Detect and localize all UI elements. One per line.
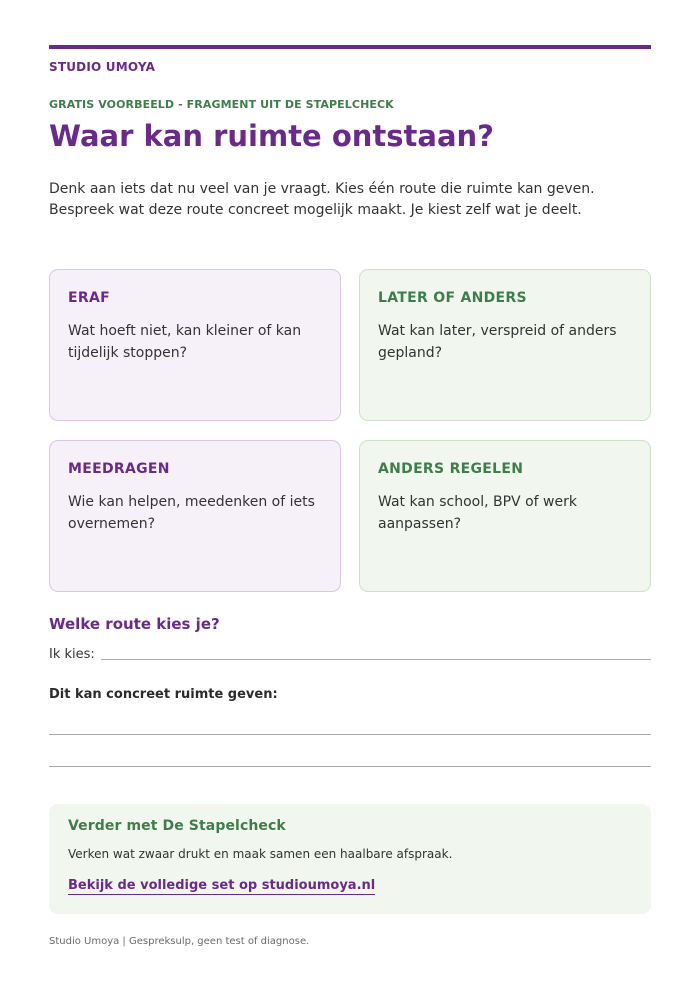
route-card-title: LATER OF ANDERS [378,289,527,306]
route-choice-label: Ik kies: [49,646,95,662]
page-title: Waar kan ruimte ontstaan? [49,119,494,153]
route-card-anders-regelen [359,440,651,592]
route-card-eraf [49,269,341,421]
route-card-meedragen [49,440,341,592]
cta-title: Verder met De Stapelcheck [68,817,286,834]
brand-name: STUDIO UMOYA [49,60,156,74]
route-grid [49,269,651,592]
route-card-question: Wat hoeft niet, kan kleiner of kan tijdelijk stoppen? [68,322,302,361]
worksheet-page [49,45,651,947]
route-choice-write-line[interactable] [101,658,651,660]
cta-box [49,804,651,914]
route-question-heading: Welke route kies je? [49,614,220,633]
eyebrow-label: GRATIS VOORBEELD - FRAGMENT UIT DE STAPELCHECK [49,98,394,111]
route-card-title: ERAF [68,289,110,306]
cta-text: Verken wat zwaar drukt en maak samen een haalbare afspraak. [68,846,453,861]
route-card-question: Wat kan later, verspreid of anders gepland? [378,322,617,361]
footer-text: Studio Umoya | Gespreksulp, geen test of diagnose. [49,935,310,947]
concrete-write-line-2[interactable] [49,766,651,767]
route-card-title: MEEDRAGEN [68,460,170,477]
top-rule [49,45,651,49]
concrete-space-label: Dit kan concreet ruimte geven: [49,686,278,702]
route-card-title: ANDERS REGELEN [378,460,524,477]
route-card-question: Wat kan school, BPV of werk aanpassen? [378,493,577,532]
route-card-question: Wie kan helpen, meedenken of iets overnemen? [68,493,315,532]
intro-text: Denk aan iets dat nu veel van je vraagt. Kies één route die ruimte kan geven. Bespreek wat deze route concreet mogelijk maakt. Je kiest zelf wat je deelt. [49,180,595,218]
concrete-write-line-1[interactable] [49,734,651,735]
route-card-later-of-anders [359,269,651,421]
studioumoya-link[interactable]: Bekijk de volledige set op studioumoya.nl [68,877,376,893]
route-choice-row [49,647,651,662]
